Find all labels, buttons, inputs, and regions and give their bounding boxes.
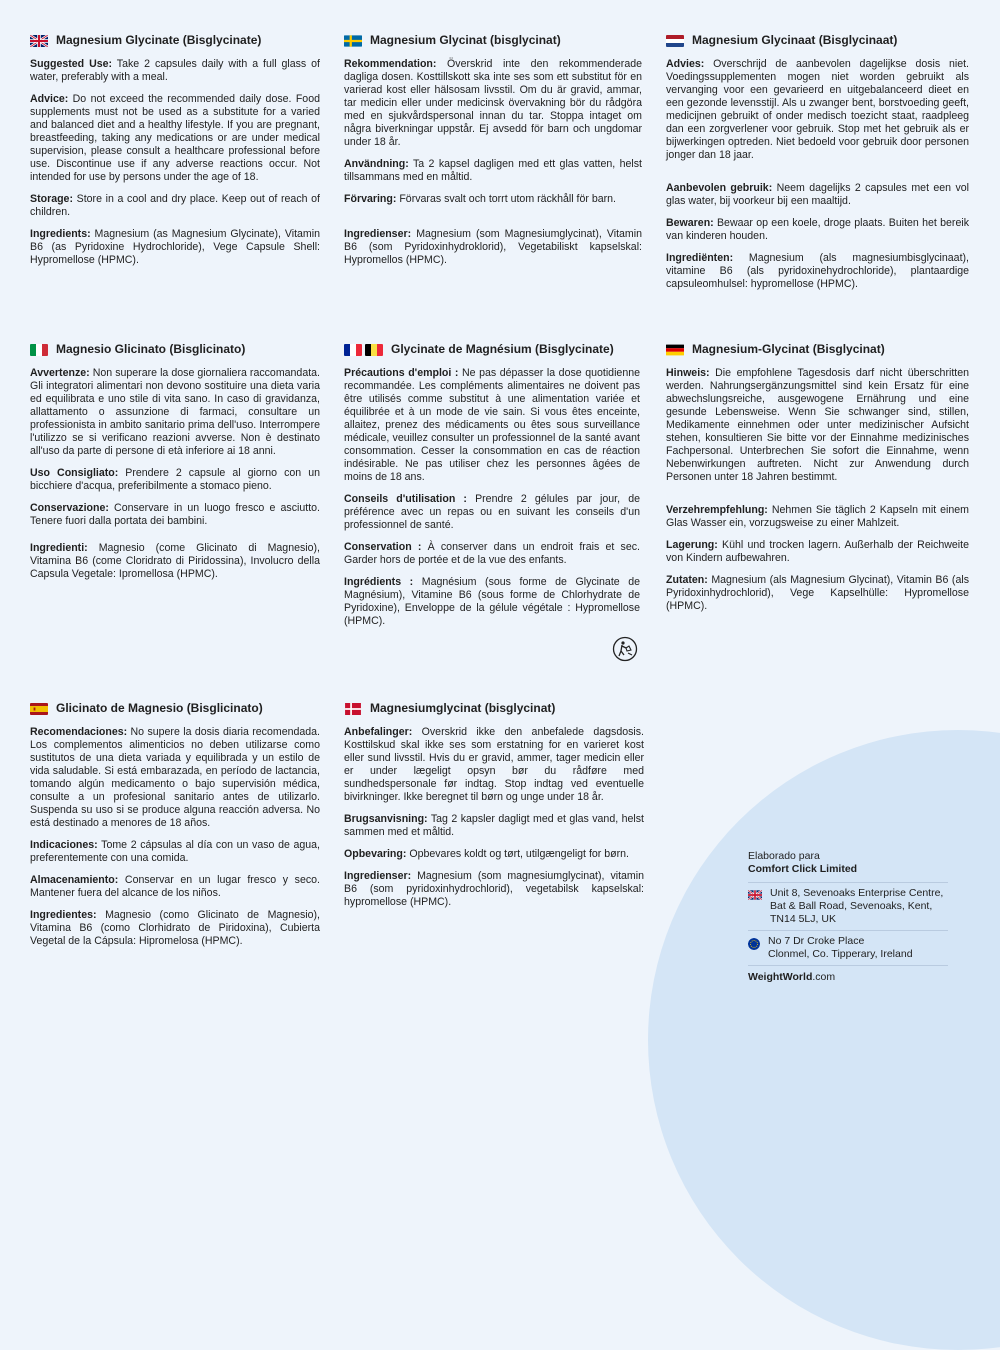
column-title: Glicinato de Magnesio (Bisglicinato) (56, 701, 263, 715)
netherlands-flag-icon (666, 35, 684, 47)
brand-name: WeightWorld (748, 971, 813, 983)
address-line: TN14 5LJ, UK (770, 913, 836, 925)
manufacturer-footer (748, 850, 948, 984)
column-title: Magnesiumglycinat (bisglycinat) (370, 701, 556, 715)
address-line: Bat & Ball Road, Sevenoaks, Kent, (770, 900, 933, 912)
paragraph: Uso Consigliato: Prendere 2 capsule al giorno con un bicchiere d'acqua, preferibilmente a stomaco pieno. (30, 467, 320, 492)
column-title: Magnesium-Glycinat (Bisglycinat) (692, 342, 885, 356)
paragraph: Ingrediënten: Magnesium (als magnesiumbisglycinaat), vitamine B6 (als pyridoxinehydrochloride), plantaardige capsuleomhulsel: hypromellose (HPMC). (666, 252, 969, 290)
paragraph (30, 193, 320, 219)
column-it (30, 343, 320, 590)
spain-flag-icon (30, 703, 48, 715)
section-title (344, 34, 642, 47)
company-name: Comfort Click Limited (748, 863, 858, 875)
address-uk (748, 882, 948, 930)
column-fr (344, 343, 640, 637)
paragraph: Précautions d'emploi : Ne pas dépasser la dose quotidienne recommandée. Les compléments alimentaires ne doivent pas être utilisés comme substitut à une alimentation variée et équilibrée et à un mode de vie sain. Si vous êtes enceinte, allaitez, prenez des médicaments ou êtes sous surveillance médicale, veuillez consulter un professionnel de la santé avant consommation. Cesser la consommation en cas de réaction indésirable. Ne pas utiliser chez les personnes âgées de moins de 18 ans. (344, 367, 640, 483)
paragraph: Ingredienti: Magnesio (come Glicinato di Magnesio), Vitamina B6 (come Cloridrato di Piridossina), Involucro della Capsula Vegetale: Ipromellosa (HPMC). (30, 542, 320, 580)
paragraph: Verzehrempfehlung: Nehmen Sie täglich 2 Kapseln mit einem Glas Wasser ein, vorzugsweise zu einer Mahlzeit. (666, 504, 969, 529)
column-title: Magnesio Glicinato (Bisglicinato) (56, 342, 246, 356)
paragraph: Opbevaring: Opbevares koldt og tørt, utilgængeligt for børn. (344, 848, 629, 860)
label: Ingredients: (30, 228, 91, 240)
label: Storage: (30, 193, 73, 205)
address-line: Unit 8, Sevenoaks Enterprise Centre, (770, 887, 944, 899)
text: Magnesium (as Magnesium Glycinate), Vitamin B6 (as Pyridoxine Hydrochloride), Vege Capsule Shell: Hypromellose (HPMC). (30, 228, 320, 266)
paragraph: Conseils d'utilisation : Prendre 2 gélules par jour, de préférence avec un repas ou en suivant les conseils d'un professionnel de santé. (344, 493, 640, 531)
address-line: No 7 Dr Croke Place (768, 935, 865, 947)
paragraph: Avvertenze: Non superare la dose giornaliera raccomandata. Gli integratori alimentari non devono sostituire una dieta varia ed equilibrata e uno stile di vita sano. In caso di gravidanza, allattamento o assunzione di farmaci, consultare un professionista in ambito sanitario prima dell'uso. Interrompere l'utilizzo se si verificano reazioni avverse. Non è destinato all'uso da parte di persone di età inferiore ai 18 anni. (30, 367, 320, 457)
column-title: Magnesium Glycinat (bisglycinat) (370, 33, 561, 47)
france-flag-icon (344, 344, 362, 356)
paragraph: Almacenamiento: Conservar en un lugar fresco y seco. Mantener fuera del alcance de los niños. (30, 874, 320, 899)
paragraph: Indicaciones: Tome 2 cápsulas al día con un vaso de agua, preferentemente con una comida. (30, 839, 320, 864)
section-title (30, 34, 320, 47)
address-eu (748, 930, 948, 965)
italy-flag-icon (30, 344, 48, 356)
paragraph (30, 228, 320, 267)
column-sv (344, 34, 642, 276)
column-title: Glycinate de Magnésium (Bisglycinate) (391, 342, 614, 356)
paragraph: Bewaren: Bewaar op een koele, droge plaats. Buiten het bereik van kinderen houden. (666, 217, 969, 242)
paragraph: Brugsanvisning: Tag 2 kapsler dagligt med et glas vand, helst sammen med et måltid. (344, 813, 644, 838)
paragraph: Ingredienser: Magnesium (som Magnesiumglycinat), Vitamin B6 (som Pyridoxinhydroklorid), Vegetabiliskt kapselskal: Hypromellos (HPMC). (344, 228, 642, 266)
paragraph: Ingredientes: Magnesio (como Glicinato de Magnesio), Vitamina B6 (como Clorhidrato de Piridoxina), Cubierta Vegetal de la Cápsula: Hipromelosa (HPMC). (30, 909, 320, 947)
belgium-flag-icon (365, 344, 383, 356)
paragraph: Aanbevolen gebruik: Neem dagelijks 2 capsules met een vol glas water, bij voorkeur bij een maaltijd. (666, 182, 970, 207)
paragraph (30, 93, 320, 184)
paragraph: Lagerung: Kühl und trocken lagern. Außerhalb der Reichweite von Kindern aufbewahren. (666, 539, 969, 564)
text: Take 2 capsules daily with a full glass of water, preferably with a meal. (30, 58, 320, 83)
brand-website (748, 965, 948, 984)
paragraph: Hinweis: Die empfohlene Tagesdosis darf nicht überschritten werden. Nahrungsergänzungsmittel sind kein Ersatz für eine abwechslungsreiche, ausgewogene Ernährung und eine gesunde Lebensweise. Wenn Sie schwanger sind, stillen, Medikamente einnehmen oder unter medizinischer Aufsicht stehen, konsultieren Sie bitte vor der Einnahme medizinisches Fachpersonal. Unterbrechen Sie sofort die Einnahme, wenn Nebenwirkungen auftreten. Nicht zur Anwendung durch Personen unter 18 Jahren bestimmt. (666, 367, 969, 483)
text: Do not exceed the recommended daily dose. Food supplements must not be used as a substitute for a varied and balanced diet and a healthy lifestyle. If you are pregnant, breastfeeding, taking any medications or are under medical supervision, please consult a healthcare professional before use. Discontinue use if any adverse reactions occur. Not intended for use by persons under the age of 18. (30, 93, 320, 183)
section-title (666, 343, 969, 356)
paragraph: Anbefalinger: Overskrid ikke den anbefalede dagsdosis. Kosttilskud skal ikke ses som erstatning for en varieret kost eller sund livsstil. Hvis du er gravid, ammer, tager medicin eller er under lægeligt opsyn bør du rådføre med sundhedspersonale før indtag. Stop indtag ved eventuelle bivirkninger. Ikke beregnet til børn og unge under 18 år. (344, 726, 644, 803)
sweden-flag-icon (344, 35, 362, 47)
paragraph (30, 58, 320, 84)
paragraph: Ingrédients : Magnésium (sous forme de Glycinate de Magnésium), Vitamine B6 (sous forme de Chlorhydrate de Pyridoxine), Enveloppe de la gélule végétale : Hypromellose (HPMC). (344, 576, 640, 627)
brand-suffix: .com (812, 971, 836, 983)
made-for-label: Elaborado para (748, 850, 820, 862)
column-en (30, 34, 320, 276)
column-title: Magnesium Glycinate (Bisglycinate) (56, 33, 262, 47)
column-title: Magnesium Glycinaat (Bisglycinaat) (692, 33, 898, 47)
paragraph: Recomendaciones: No supere la dosis diaria recomendada. Los complementos alimenticios no deben utilizarse como sustitutos de una dieta variada y equilibrada y un estilo de vida saludable. Si está embarazada, en período de lactancia, tomando algún medicamento o bajo supervisión médica, consulte a un profesional sanitario antes de utilizarlo. Suspenda su uso si se produce alguna reacción adversa. No está destinado a menores de 18 años. (30, 726, 320, 829)
column-es (30, 702, 320, 957)
paragraph: Ingredienser: Magnesium (som magnesiumglycinat), vitamin B6 (som pyridoxinhydrochlorid), vegetabilsk kapselskal: hypromellose (HPMC). (344, 870, 644, 908)
germany-flag-icon (666, 344, 684, 356)
column-da (344, 702, 644, 918)
section-title (30, 343, 320, 356)
section-title (344, 343, 640, 356)
paragraph: Conservation : À conserver dans un endroit frais et sec. Garder hors de portée et de la vue des enfants. (344, 541, 640, 566)
text: Store in a cool and dry place. Keep out of reach of children. (30, 193, 320, 218)
column-de (666, 343, 969, 622)
label: Suggested Use: (30, 58, 113, 70)
background-circle (648, 730, 1000, 1350)
recycling-pictogram-icon (612, 636, 638, 662)
uk-flag-icon (30, 35, 48, 47)
paragraph: Advies: Overschrijd de aanbevolen dagelijkse dosis niet. Voedingssupplementen mogen niet worden gebruikt als vervanging voor een gevarieerd en uitgebalanceerd dieet en een gezonde levensstijl. Als u zwanger bent, borstvoeding geeft, medicijnen gebruikt of onder medisch toezicht staat, raadpleeg dan een zorgverlener voor gebruik. Stop met het gebruik als er bijwerkingen optreden. Niet bedoeld voor gebruik door personen jonger dan 18 jaar. (666, 58, 969, 161)
label: Advice: (30, 93, 69, 105)
paragraph: Användning: Ta 2 kapsel dagligen med ett glas vatten, helst tillsammans med en måltid. (344, 158, 642, 183)
uk-flag-icon (748, 890, 762, 900)
section-title (344, 702, 644, 715)
paragraph: Rekommendation: Överskrid inte den rekommenderade dagliga dosen. Kosttillskott ska inte ses som ett substitut för en varierad kost eller hälsosam livsstil. Om du är gravid, ammar, tar medicin eller under medicinsk övervakning bör du rådgöra med en sjukvårdspersonal innan du tar. Stoppa intaget om några biverkningar uppstår. Ej avsedd för barn och ungdomar under 18 år. (344, 58, 642, 148)
section-title (30, 702, 320, 715)
denmark-flag-icon (344, 703, 362, 715)
address-line: Clonmel, Co. Tipperary, Ireland (768, 948, 913, 960)
paragraph: Zutaten: Magnesium (als Magnesium Glycinat), Vitamin B6 (als Pyridoxinhydrochlorid), Vege Kapselhülle: Hypromellose (HPMC). (666, 574, 969, 612)
paragraph: Conservazione: Conservare in un luogo fresco e asciutto. Tenere fuori dalla portata dei bambini. (30, 502, 320, 527)
section-title (666, 34, 969, 47)
column-nl (666, 34, 969, 300)
eu-flag-icon (748, 938, 760, 950)
paragraph: Förvaring: Förvaras svalt och torrt utom räckhåll för barn. (344, 193, 616, 205)
